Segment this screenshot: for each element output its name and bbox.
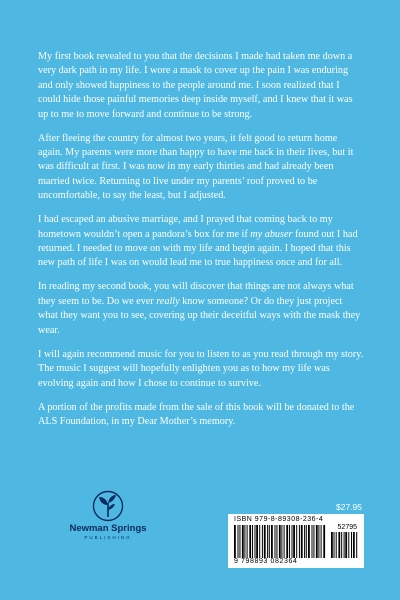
barcode-bar [299, 525, 300, 558]
barcode-bar [234, 525, 236, 558]
barcode-bar [321, 525, 322, 558]
barcode-bar [244, 525, 245, 558]
paragraph-2 [38, 132, 364, 204]
barcode-bar [289, 525, 290, 558]
barcode-bar [284, 525, 285, 558]
barcode-bar [292, 525, 293, 558]
barcode-bar [293, 525, 295, 558]
publisher-name: Newman Springs [69, 523, 147, 534]
barcode-bar [279, 525, 281, 558]
barcode-digits: 9 798893 082364 [234, 558, 298, 565]
barcode-bar [312, 525, 313, 558]
barcode-bar [247, 525, 248, 558]
barcode-bar [281, 525, 282, 558]
barcode-bar [331, 532, 333, 558]
barcode-bar [323, 525, 325, 558]
addon-number: 52795 [337, 524, 357, 531]
paragraph-6 [38, 401, 364, 430]
barcode-bar [238, 525, 239, 558]
barcode-bar [351, 532, 352, 558]
barcode-bar [269, 525, 270, 558]
barcode-bar [316, 525, 318, 558]
sprout-icon [91, 490, 125, 522]
paragraph-3-emphasis: my abuser [250, 228, 293, 240]
paragraph-1 [38, 50, 364, 122]
publisher-logo [68, 490, 148, 540]
barcode-bar [259, 525, 260, 558]
barcode-bar [256, 525, 258, 558]
barcode-bar [286, 525, 288, 558]
barcode-bar [296, 525, 297, 558]
paragraph-4-emphasis: really [156, 295, 180, 307]
paragraph-4-text-b: know someone? Or do they just project what they want you to see, covering up their deceitful ways with the mask they wear. [38, 295, 361, 336]
barcode-bar [275, 525, 276, 558]
paragraph-5-text: I will again recommend music for you to listen to as you read through my story. The music I suggest will hopefully enlighten you as to how my life was evolving again and how I chose to continue to survive. [38, 348, 364, 389]
barcode-bar [276, 525, 277, 558]
barcode-bar [239, 525, 240, 558]
barcode-bar [334, 532, 335, 558]
isbn-barcode [228, 514, 364, 568]
barcode-bar [255, 525, 256, 558]
paragraph-3 [38, 213, 364, 271]
barcode-bar [301, 525, 303, 558]
paragraph-2-text: After fleeing the country for almost two years, it felt good to return home again. My parents were more than happy to have me back in their lives, but it was difficult at first. I was now in my early thirties and had already been married twice. Returning to live under my parents’ roof proved to be uncomfortable, to say the least, but I adjusted. [38, 132, 354, 202]
paragraph-4-text-a: In reading my second book, you will discover that things are not always what they seem to be. Do we ever [38, 281, 354, 307]
paragraph-6-text: A portion of the profits made from the sale of this book will be donated to the ALS Foundation, in my Dear Mother’s memory. [38, 401, 355, 427]
barcode-bar [308, 525, 310, 558]
barcode-bar [345, 532, 347, 558]
barcode-bar [262, 525, 263, 558]
price-label: $27.95 [336, 502, 362, 512]
barcode-bar [338, 532, 340, 558]
barcode-bar [252, 525, 253, 558]
barcode-bars [234, 525, 328, 558]
barcode-bar [306, 525, 307, 558]
paragraph-1-text: My first book revealed to you that the decisions I made had taken me down a very dark path in my life. I wore a mask to cover up the pain I was enduring and only showed happiness to the people around me. I soon realized that I could hide those painful memories deep inside myself, and I knew that it was up to me to move forward and continue to be strong. [38, 51, 353, 120]
barcode-bar [318, 525, 319, 558]
paragraph-5 [38, 348, 364, 391]
barcode-bar [271, 525, 273, 558]
paragraph-3-text-a: I had escaped an abusive marriage, and I prayed that coming back to my hometown wouldn’t open a pandora’s box for me if [38, 214, 333, 240]
isbn-label: ISBN 979-8-89308-236-4 [234, 516, 324, 523]
barcode-bar [353, 532, 355, 558]
barcode-bar [264, 525, 266, 558]
barcode-bar [344, 532, 345, 558]
barcode-bar [341, 532, 342, 558]
barcode-bar [313, 525, 314, 558]
barcode-bar [356, 532, 357, 558]
paragraph-4 [38, 280, 364, 338]
barcode-bar [267, 525, 268, 558]
publisher-subtitle: PUBLISHING [84, 535, 132, 540]
addon-barcode-bars [331, 532, 359, 558]
barcode-bar [336, 532, 337, 558]
barcode-bar [348, 532, 349, 558]
paragraph-3-text-b: found out I had returned. I needed to move on with my life and begin again. I hoped that this new path of life I was on would lead me to true happiness once and for all. [38, 228, 358, 269]
barcode-bar [242, 525, 244, 558]
barcode-bar [249, 525, 251, 558]
synopsis-text [38, 50, 364, 439]
barcode-bar [304, 525, 305, 558]
